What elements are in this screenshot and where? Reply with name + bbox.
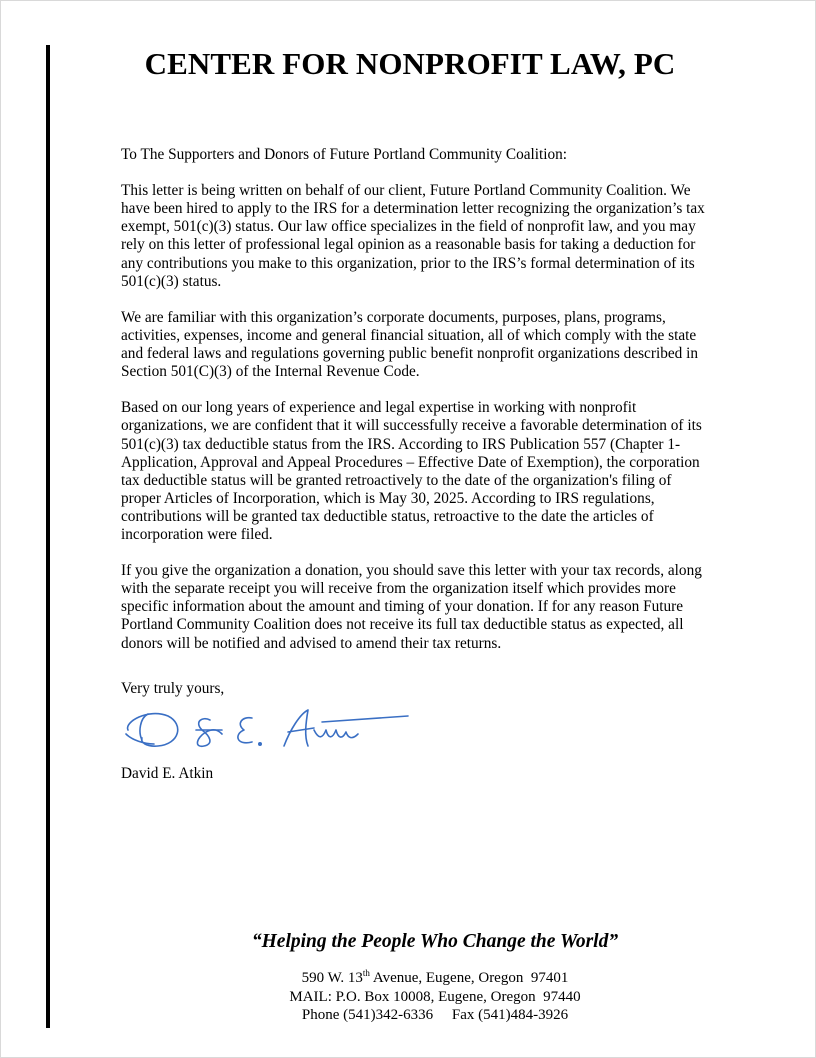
letterhead-firm-name: CENTER FOR NONPROFIT LAW, PC — [144, 46, 676, 81]
paragraph-3: Based on our long years of experience and legal expertise in working with nonprofit organizations, we are confident that it will successfully receive a favorable determination of its 501(c)(3) tax deductible status from the IRS. According to IRS Publication 557 (Chapter 1- Application, Approval and Appeal Procedures – Effective Date of Exemption), the corporation tax deductible status will be granted retroactively to the date of the organization's filing of proper Articles of Incorporation, which is May 30, 2025. According to IRS regulations, contributions will be granted tax deductible status, retroactive to the date the articles of incorporation were filed. — [121, 399, 702, 543]
paragraph-2: We are familiar with this organization’s corporate documents, purposes, plans, programs, activities, expenses, income and general financial situation, all of which comply with the state and federal laws and regulations governing public benefit nonprofit organizations described in Section 501(C)(3) of the Internal Revenue Code. — [121, 308, 699, 381]
phone-fax: Phone (541)342-6336 Fax (541)484-3926 — [301, 1007, 569, 1023]
letter-body — [121, 146, 706, 671]
mailing-address: MAIL: P.O. Box 10008, Eugene, Oregon 97440 — [289, 988, 581, 1005]
street-number: 590 W. 13 — [301, 970, 363, 986]
street-rest: Avenue, Eugene, Oregon 97401 — [369, 970, 569, 986]
firm-tagline: “Helping the People Who Change the World” — [251, 931, 619, 952]
handwritten-signature — [118, 700, 418, 760]
street-address — [50, 964, 816, 988]
salutation: To The Supporters and Donors of Future Portland Community Coalition: — [121, 146, 568, 163]
paragraph-4: If you give the organization a donation, you should save this letter with your tax records, along with the separate receipt you will receive from the organization itself which provides more specific information about the amount and timing of your donation. If for any reason Future Portland Community Coalition does not receive its full tax deductible status as expected, all donors will be notified and advised to amend their tax returns. — [121, 562, 702, 652]
left-margin-rule — [46, 45, 50, 1028]
firm-contact-footer — [50, 964, 816, 1025]
signer-name: David E. Atkin — [121, 765, 214, 782]
ordinal-suffix: th — [362, 968, 370, 978]
paragraph-1: This letter is being written on behalf of our client, Future Portland Community Coalition. We have been hired to apply to the IRS for a determination letter recognizing the organization’s tax exempt, 501(c)(3) status. Our law office specializes in the field of nonprofit law, and you may rely on this letter of professional legal opinion as a reasonable basis for taking a deduction for any contributions you make to this organization, prior to the IRS’s formal determination of its 501(c)(3) status. — [121, 182, 705, 290]
closing: Very truly yours, — [121, 680, 225, 697]
